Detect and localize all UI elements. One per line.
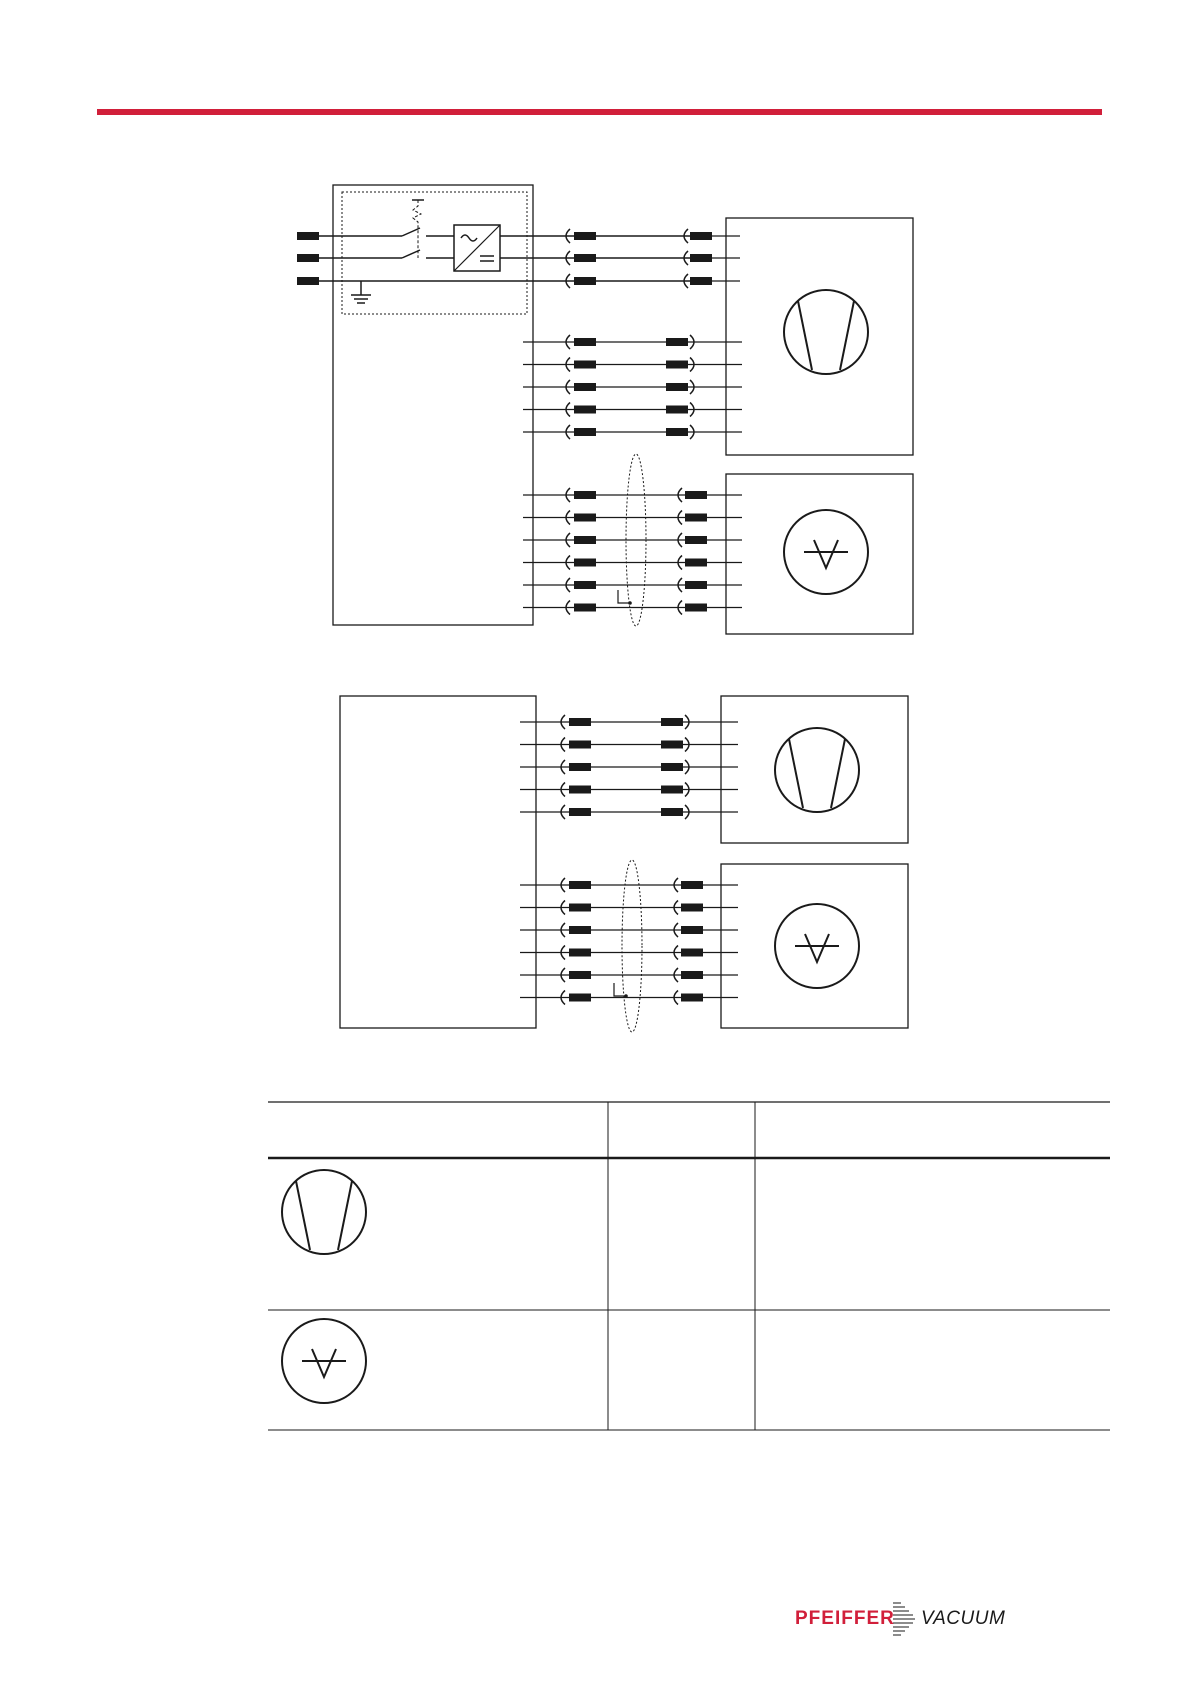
gauge-connector-row: [520, 901, 738, 915]
pump-icon: [775, 728, 859, 812]
gauge-connector-row: [520, 946, 738, 960]
logo-product: VACUUM: [921, 1608, 1006, 1629]
mains-plug: [297, 277, 319, 285]
gauge-connectors: [523, 488, 742, 615]
gauge-connector-row: [523, 556, 742, 570]
legend-pump-icon: [282, 1170, 366, 1254]
gauge-icon: [775, 904, 859, 988]
gauge-icon: [784, 510, 868, 594]
gauge-connector-row: [523, 601, 742, 615]
pump-connector-row: [520, 715, 738, 729]
pump-connector-row: [520, 805, 738, 819]
mains-switch-icon: [402, 200, 454, 258]
mains-plug: [297, 232, 319, 240]
gauge-connector-row: [520, 878, 738, 892]
pump-connector-row: [523, 380, 742, 394]
logo-mark-icon: [887, 1600, 917, 1640]
pump-connectors: [520, 715, 738, 819]
gauge-connector-row: [520, 991, 738, 1005]
mains-plug: [297, 254, 319, 262]
gauge-connectors: [520, 878, 738, 1005]
gauge-connector-row: [523, 533, 742, 547]
controller-box: [333, 185, 533, 625]
pump-connector-row: [523, 358, 742, 372]
gauge-connector-row: [523, 578, 742, 592]
diagram-2: [340, 696, 908, 1032]
pump-connector-row: [523, 425, 742, 439]
pump-connectors: [523, 335, 742, 439]
pump-connector-row: [523, 335, 742, 349]
legend-gauge-icon: [282, 1319, 366, 1403]
pump-connector-row: [520, 760, 738, 774]
ac-dc-converter-icon: [454, 225, 500, 271]
pfeiffer-vacuum-logo: [795, 1598, 1015, 1642]
gauge-connector-row: [520, 968, 738, 982]
pump-connector-row: [523, 403, 742, 417]
gauge-connector-row: [523, 511, 742, 525]
ground-icon: [351, 281, 371, 303]
gauge-connector-row: [520, 923, 738, 937]
pump-connector-row: [520, 783, 738, 797]
controller-box: [340, 696, 536, 1028]
logo-brand: PFEIFFER: [795, 1608, 895, 1629]
gauge-connector-row: [523, 488, 742, 502]
diagram-1: [297, 185, 913, 634]
legend-table: [268, 1102, 1110, 1430]
cable-shield: [622, 860, 642, 1032]
pump-connector-row: [520, 738, 738, 752]
pump-icon: [784, 290, 868, 374]
